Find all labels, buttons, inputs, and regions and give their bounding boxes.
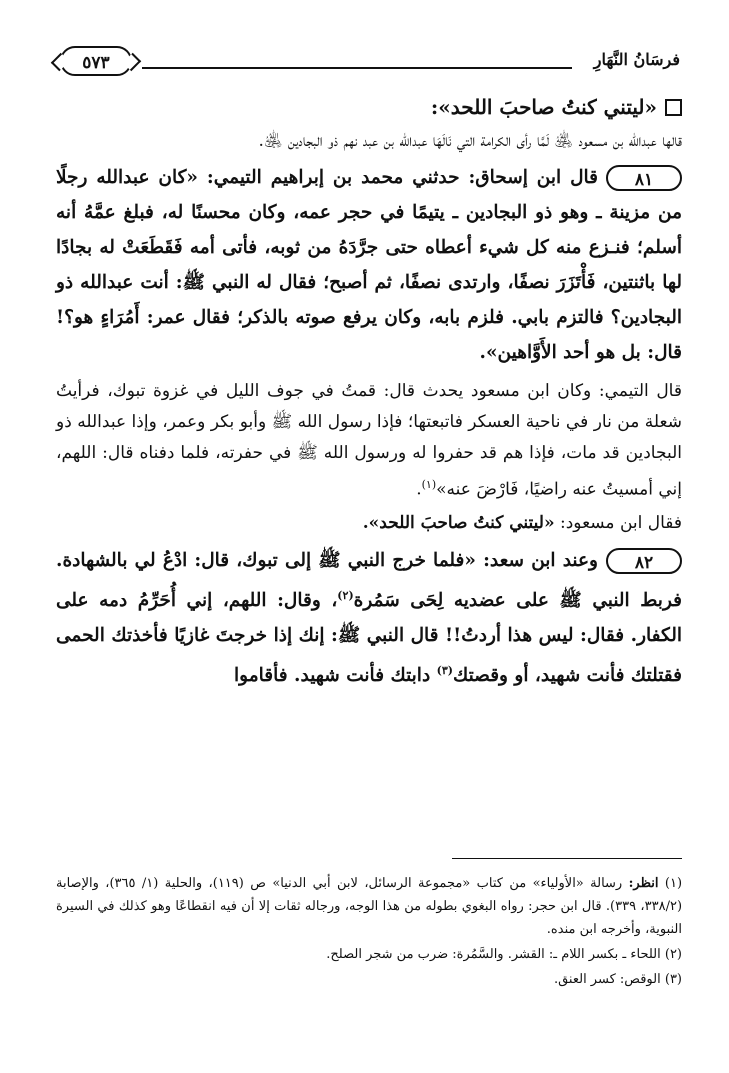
ibn-masud-line: [56, 508, 682, 539]
hadith-81-text: قال ابن إسحاق: حدثني محمد بن إبراهيم التيمي: «كان عبدالله رجلًا من مزينة ـ وهو ذو البجادين ـ يتيمًا في حجر عمه، وكان محسنًا له، فبلغ عمَّهُ أنه أسلم؛ فنـزع منه كل شيء أعطاه حتى جرَّدَهُ من ثوبه، فأتى أمه فَقَطَعَتْ له بجادًا لها باثنتين، فَأْتَزَرَ نصفًا، وارتدى نصفًا، ثم أصبح؛ فقال له النبي ﷺ: أنت عبدالله ذو البجادين؟ فالتزم بابي. فلزم بابه، وكان يرفع صوته بالذكر؛ فقال عمر: أَمُرَاءٍ هو؟! قال: بل هو أحد الأَوَّاهين».: [56, 167, 682, 363]
page-header: [56, 40, 682, 84]
footnote-2: [56, 943, 682, 966]
footnote-separator: [452, 858, 682, 859]
page-number: ٥٧٣: [60, 46, 132, 76]
footnote-lead: انظر:: [628, 876, 659, 891]
ibn-masud-lead: فقال ابن مسعود:: [559, 512, 682, 533]
footnote-ref-3[interactable]: (٣): [436, 663, 453, 677]
hadith-82-text-1: وعند ابن سعد: «فلما خرج النبي ﷺ إلى تبوك، قال: ادْعُ لي بالشهادة. فربط النبي ﷺ على عضديه لِحَى سَمُرة: [56, 549, 682, 611]
footnote-text: الوقص: كسر العنق.: [553, 972, 661, 987]
tamimi-text: قال التيمي: وكان ابن مسعود يحدث قال: قمتُ في جوف الليل في غزوة تبوك، فرأيتُ شعلة من نار في ناحية العسكر فاتبعتها؛ فإذا رسول الله ﷺ وأبو بكر وعمر، وإذا عبدالله ذو البجادين قد مات، فإذا هم قد حفروا له ورسول الله ﷺ في حفرته، فلما دفناه قال: اللهم، إني أمسيتُ عنه راضيًا، فَارْضَ عنه»: [56, 381, 682, 500]
hadith-number-badge: ٨٢: [606, 548, 682, 574]
section-heading-text: «ليتني كنتُ صاحبَ اللحد»:: [430, 95, 657, 119]
footnote-text: اللحاء ـ بكسر اللام ـ: القشر. والسَّمُرة: ضرب من شجر الصلح.: [326, 947, 661, 962]
hadith-number-badge: ٨١: [606, 165, 682, 191]
footnote-number: (٢): [664, 947, 682, 962]
footnote-1: [56, 872, 682, 941]
header-rule: [142, 67, 572, 69]
page-body: [56, 90, 682, 697]
footnote-number: (١): [664, 876, 683, 891]
book-page: [56, 26, 682, 1056]
footnote-number: (٣): [664, 972, 682, 987]
hadith-82-paragraph: [56, 543, 682, 693]
footnotes: [56, 872, 682, 993]
hadith-82-text-2: ، وقال: اللهم، إني أُحَرِّمُ دمه على الكفار. فقال: ليس هذا أردتُ!! قال النبي ﷺ: إنك إذا خرجتَ غازيًا فأخذتك الحمى فقتلتك فأنت شهيد، أو وقصتك: [56, 589, 682, 686]
tamimi-paragraph: قال التيمي: وكان ابن مسعود يحدث قال: قمتُ في جوف الليل في غزوة تبوك، فرأيتُ شعلة من نار في ناحية العسكر فاتبعتها؛ فإذا رسول الله ﷺ وأبو بكر وعمر، وإذا عبدالله ذو البجادين قد مات، فإذا هم قد حفروا له ورسول الله ﷺ في حفرته، فلما دفناه قال: اللهم، إني أمسيتُ عنه راضيًا، فَارْضَ عنه»$^{(١)}$.: [56, 381, 682, 500]
ibn-masud-quote: «ليتني كنتُ صاحبَ اللحد».: [362, 512, 555, 533]
footnote-ref-1[interactable]: (١): [421, 478, 437, 491]
hadith-82-text-3: دابتك فأنت شهيد. فأقاموا: [234, 664, 437, 686]
footnote-ref-2[interactable]: (٢): [337, 588, 354, 602]
running-title: فرسَانُ النَّهَارِ: [593, 50, 680, 69]
hadith-81-paragraph: [56, 160, 682, 370]
intro-paragraph: قالها عبدالله بن مسعود ﵁ لَمَّا رأى الكرامة التي نَالَهَا عبدالله بن عبد نهم ذو البجادين ﵁.: [258, 131, 682, 151]
footnote-3: [56, 968, 682, 991]
section-heading: [56, 90, 682, 124]
footnote-text: رسالة «الأولياء» من كتاب «مجموعة الرسائل، لابن أبي الدنيا» ص (١١٩)، والحلية (١/ ٣٦٥)، والإصابة (٣٣٨/٢، ٣٣٩). قال ابن حجر: رواه البغوي بطوله من هذا الوجه، ورجاله ثقات إلا أن فيه انقطاعًا وهو كذلك في السيرة النبوية، وأخرجه ابن منده.: [56, 876, 683, 937]
square-bullet-icon: [665, 99, 682, 116]
